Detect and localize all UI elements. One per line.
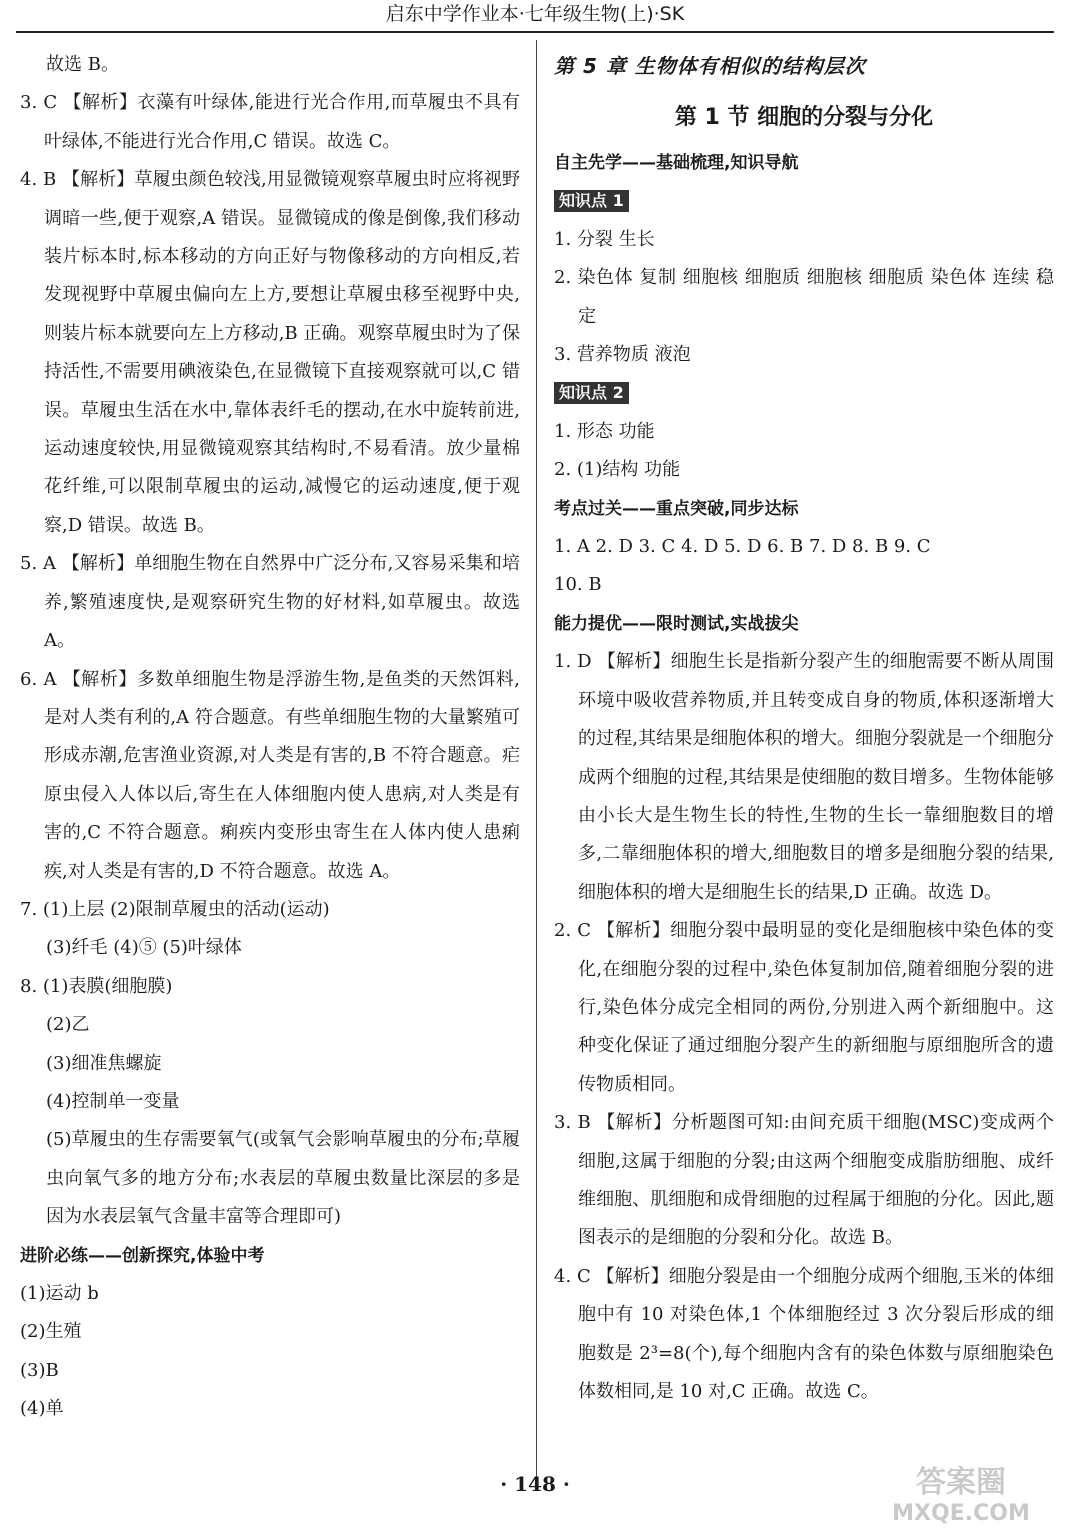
explanation-4: 4. C 【解析】细胞分裂是由一个细胞分成两个细胞,玉米的体细胞中有 10 对染色体,1 个体细胞经过 3 次分裂后形成的细胞数是 2³=8(个),每个细胞内含有的染色体数与原细胞染色体数相同,是 10 对,C 正确。故选 C。 — [554, 1265, 1054, 1402]
answer-7-cont: (3)纤毛 (4)⑤ (5)叶绿体 — [46, 937, 242, 959]
answer-8-5: (5)草履虫的生存需要氧气(或氧气会影响草履虫的分布;草履虫向氧气多的地方分布;水表层的草履虫数量比深层的多是因为水表层氧气含量丰富等合理即可) — [46, 1129, 520, 1228]
left-column — [20, 46, 520, 1429]
advanced-2: (2)生殖 — [20, 1321, 82, 1343]
column-divider — [536, 40, 537, 1480]
badge-line-1 — [554, 182, 1054, 220]
answer-8: 8. (1)表膜(细胞膜) — [20, 975, 173, 997]
advanced-3: (3)B — [20, 1359, 59, 1381]
answer-4: 4. B 【解析】草履虫颜色较浅,用显微镜观察草履虫时应将视野调暗一些,便于观察,A 错误。显微镜成的像是倒像,我们移动装片标本时,标本移动的方向正好与物像移动的方向相反,若发现视野中草履虫偏向左上方,要想让草履虫移至视野中央,则装片标本就要向左上方移动,B 正确。观察草履虫时为了保持活性,不需要用碘液染色,在显微镜下直接观察就可以,C 错误。草履虫生活在水中,靠体表纤毛的摆动,在水中旋转前进,运动速度较快,用显微镜观察其结构时,不易看清。放少量棉花纤维,可以限制草履虫的运动,减慢它的运动速度,便于观察,D 错误。故选 B。 — [20, 169, 520, 536]
answer-8-4: (4)控制单一变量 — [46, 1090, 180, 1112]
watermark-text: 答案圈 — [916, 1465, 1006, 1500]
section-title: 第 1 节 细胞的分裂与分化 — [674, 105, 934, 130]
answer-7: 7. (1)上层 (2)限制草履虫的活动(运动) — [20, 898, 330, 920]
badge-line-2 — [554, 374, 1054, 412]
header-rule — [16, 31, 1054, 33]
advanced-1: (1)运动 b — [20, 1283, 99, 1304]
explanation-1: 1. D 【解析】细胞生长是指新分裂产生的细胞需要不断从周围环境中吸收营养物质,并且转变成自身的物质,体积逐渐增大的过程,其结果是细胞体积的增大。细胞分裂就是一个细胞分成两个细胞的过程,其结果是使细胞的数目增多。生物体能够由小长大是生物生长的特性,生物的生长一靠细胞数目的增多,二靠细胞体积的增大,细胞数目的增多是细胞分裂的结果,细胞体积的增大是细胞生长的结果,D 正确。故选 D。 — [554, 651, 1054, 903]
self-study-heading: 自主先学——基础梳理,知识导航 — [554, 153, 799, 173]
page-number: · 148 · — [500, 1472, 570, 1496]
page-header — [0, 0, 1070, 30]
explanation-2: 2. C 【解析】细胞分裂中最明显的变化是细胞核中染色体的变化,在细胞分裂的过程中,染色体复制加倍,随着细胞分裂的进行,染色体分成完全相同的两份,分别进入两个新细胞中。这种变化保证了通过细胞分裂产生的新细胞与原细胞所含的遗传物质相同。 — [554, 920, 1054, 1095]
checkpoint-heading: 考点过关——重点突破,同步达标 — [554, 498, 799, 519]
answer-8-3: (3)细准焦螺旋 — [46, 1052, 162, 1074]
watermark-sub: MXQE.COM — [892, 1501, 1030, 1526]
k1-item-1: 1. 分裂 生长 — [554, 228, 655, 250]
advanced-4: (4)单 — [20, 1398, 64, 1420]
header-title: 启东中学作业本·七年级生物(上)·SK — [385, 3, 685, 25]
ability-heading: 能力提优——限时测试,实战拔尖 — [554, 613, 799, 634]
knowledge-point-badge-2: 知识点 2 — [554, 382, 629, 404]
k1-item-2: 2. 染色体 复制 细胞核 细胞质 细胞核 细胞质 染色体 连续 稳定 — [554, 267, 1054, 327]
watermark-logo — [876, 1458, 1046, 1528]
answer-8-2: (2)乙 — [46, 1014, 90, 1036]
explanation-3: 3. B 【解析】分析题图可知:由间充质干细胞(MSC)变成两个细胞,这属于细胞的分裂;由这两个细胞变成脂肪细胞、成纤维细胞、肌细胞和成骨细胞的过程属于细胞的分化。因此,题图表示的是细胞的分裂和分化。故选 B。 — [554, 1112, 1054, 1249]
k2-item-2: 2. (1)结构 功能 — [554, 459, 681, 481]
k2-item-1: 1. 形态 功能 — [554, 420, 655, 442]
right-column — [554, 46, 1054, 1411]
answer-key-row: 1. A 2. D 3. C 4. D 5. D 6. B 7. D 8. B 9. C — [554, 536, 931, 558]
chapter-title: 第 5 章 生物体有相似的结构层次 — [554, 54, 866, 78]
k1-item-3: 3. 营养物质 液泡 — [554, 344, 691, 366]
answer-6: 6. A 【解析】多数单细胞生物是浮游生物,是鱼类的天然饵料,是对人类有利的,A 符合题意。有些单细胞生物的大量繁殖可形成赤潮,危害渔业资源,对人类是有害的,B 不符合题意。疟原虫侵入人体以后,寄生在人体细胞内使人患病,对人类是有害的,C 不符合题意。痢疾内变形虫寄生在人体内使人患痢疾,对人类是有害的,D 不符合题意。故选 A。 — [20, 668, 520, 882]
answer-3: 3. C 【解析】衣藻有叶绿体,能进行光合作用,而草履虫不具有叶绿体,不能进行光合作用,C 错误。故选 C。 — [20, 92, 520, 152]
knowledge-point-badge-1: 知识点 1 — [554, 190, 629, 212]
left-line-0: 故选 B。 — [46, 54, 119, 75]
advanced-practice-heading: 进阶必练——创新探究,体验中考 — [20, 1245, 265, 1266]
answer-key-row-2: 10. B — [554, 574, 602, 596]
answer-5: 5. A 【解析】单细胞生物在自然界中广泛分布,又容易采集和培养,繁殖速度快,是观察研究生物的好材料,如草履虫。故选 A。 — [20, 553, 520, 652]
